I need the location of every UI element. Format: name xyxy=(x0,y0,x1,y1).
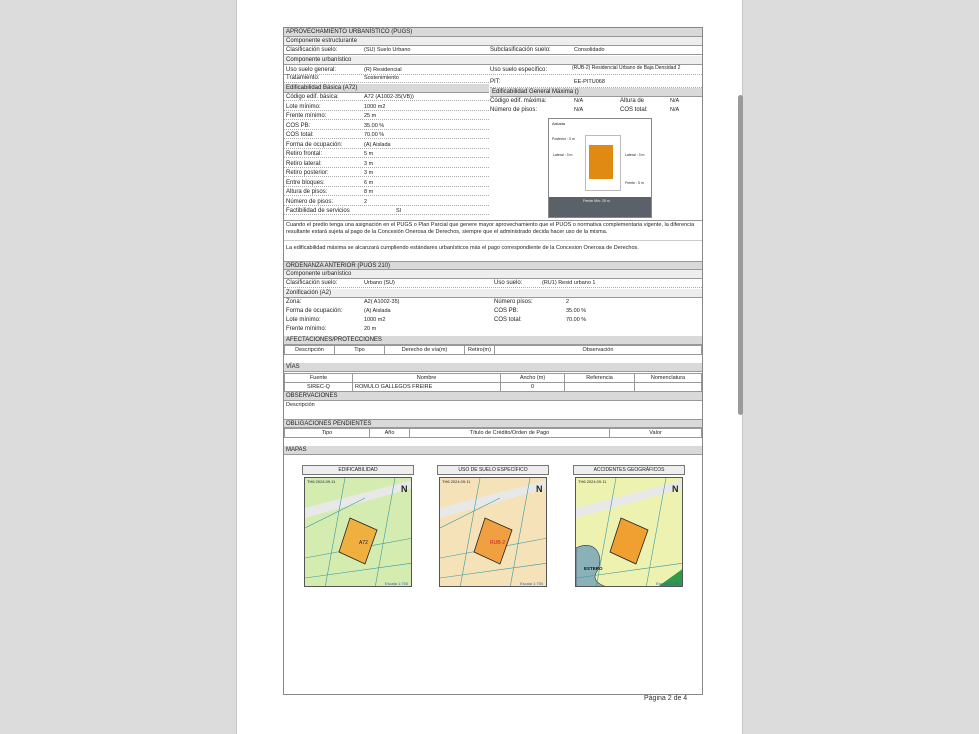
label: Forma de ocupación: xyxy=(286,308,343,314)
cell-fuente: SIREC-Q xyxy=(285,383,353,392)
value: 8 m xyxy=(364,189,374,195)
value: 20 m xyxy=(364,326,377,332)
row-tratamiento xyxy=(284,75,489,83)
diagram-posterior: Posterior : 3 m xyxy=(552,137,575,141)
value: 5 m xyxy=(364,151,374,157)
value: A72 (A1002-35(VB)) xyxy=(364,94,414,100)
value: 2 xyxy=(364,198,368,205)
label: Altura de xyxy=(620,98,645,104)
cell-referencia xyxy=(565,383,635,392)
value: (A) Aislada xyxy=(364,308,391,314)
label: Código edif. máxima: xyxy=(490,98,547,104)
value: 2 xyxy=(566,299,570,305)
section-title-mapas: MAPAS xyxy=(284,446,702,455)
label: COS total: xyxy=(494,317,522,323)
value: (SU) Suelo Urbano xyxy=(364,47,411,53)
map-accidentes xyxy=(573,465,685,589)
label: Retiro posterior: xyxy=(286,170,329,176)
cell-ancho: 0 xyxy=(501,383,565,392)
maxima-grid xyxy=(490,97,702,117)
map-scale: Escala 1:750 xyxy=(385,581,409,586)
section-title-ordenanza: ORDENANZA ANTERIOR (PUOS 210) xyxy=(284,261,702,270)
basica-row xyxy=(284,198,489,206)
lot-diagram xyxy=(548,118,652,218)
subheader-edificabilidad-basica: Edificabilidad Básica (A72) xyxy=(284,84,489,93)
zonificacion-grid xyxy=(284,298,702,334)
diagram-lateral-right: Lateral : 3 m xyxy=(625,153,645,157)
map-label: RUB-2 xyxy=(490,540,506,546)
label: Lote mínimo: xyxy=(286,103,321,110)
value: 70.00 % xyxy=(364,132,385,138)
note-edificabilidad-maxima: La edificabilidad máxima se alcanzará cumpliendo estándares urbanísticos más el pago correspondiente de la Concesion Onerosa de Derechos. xyxy=(286,245,639,251)
building-footprint xyxy=(589,145,613,179)
map-label: ESTERO xyxy=(584,566,603,571)
value: 70.00 % xyxy=(566,317,587,323)
subheader-urbanistico: Componente urbanístico xyxy=(284,56,702,65)
value: Sostenimiento xyxy=(364,75,399,81)
col-valor: Valor xyxy=(610,429,702,438)
cell-nomenclatura xyxy=(635,383,702,392)
col-observacion: Observación xyxy=(495,346,702,355)
note-concesion: Cuando el predio tenga una asignación en el PUGS o Plan Parcial que genere mayor aprovechamiento que el PUOS o normativa complementaria vigente, la diferencia resultante estará sujeta al pago de la Concesión Onerosa de Derechos, siempre que el administrado decida hacer uso de la misma. xyxy=(286,222,695,235)
label: Clasificación suelo: xyxy=(286,280,338,286)
basica-row xyxy=(284,93,489,101)
value: A2( A1002-35) xyxy=(364,299,400,305)
notes-divider xyxy=(284,240,702,241)
col-fuente: Fuente xyxy=(285,374,353,383)
north-arrow-icon: N xyxy=(536,484,543,494)
value: (RUB-2) Residencial Urbano de Baja Densidad 2 xyxy=(572,65,681,71)
table-header-row xyxy=(285,429,702,438)
table-row xyxy=(285,383,702,392)
afectaciones-table xyxy=(284,345,702,355)
basica-row xyxy=(284,150,489,158)
section-title-vias: VÍAS xyxy=(284,363,702,372)
row-uso xyxy=(284,65,702,75)
col-ancho: Ancho (m) xyxy=(501,374,565,383)
section-title-obligaciones: OBLIGACIONES PENDIENTES xyxy=(284,419,702,428)
diagram-frente: Frente : 5 m xyxy=(625,181,644,185)
label: Subclasificación suelo: xyxy=(490,47,551,53)
value: 6 m xyxy=(364,179,374,186)
basica-row xyxy=(284,131,489,139)
value: (R) Residencial xyxy=(364,67,402,73)
label: COS PB: xyxy=(286,122,311,129)
map-image xyxy=(439,477,547,587)
label: Frente mínimo: xyxy=(286,326,327,332)
map-date: TH6 2024.09.11 xyxy=(307,479,336,484)
value: 1000 m2 xyxy=(364,103,386,110)
map-edificabilidad xyxy=(302,465,414,589)
label: Número pisos: xyxy=(494,299,533,305)
subheader-edificabilidad-maxima: Edificabilidad General Máxima () xyxy=(490,88,702,97)
label: Código edif. básica: xyxy=(286,94,339,100)
report-document xyxy=(283,27,703,695)
vias-table xyxy=(284,373,702,392)
basica-row xyxy=(284,112,489,120)
value: (A) Aislada xyxy=(364,141,391,148)
col-referencia: Referencia xyxy=(565,374,635,383)
diagram-frente-min: Frente Mín: 25 m xyxy=(583,199,610,203)
label: Forma de ocupación: xyxy=(286,141,343,148)
map-title: ACCIDENTES GEOGRÁFICOS xyxy=(573,465,685,475)
map-date: TH6 2024.09.11 xyxy=(578,479,607,484)
diagram-lateral-left: Lateral : 3 m xyxy=(553,153,573,157)
label: Uso suelo específico: xyxy=(490,67,548,73)
subheader-componente: Componente urbanístico xyxy=(284,270,702,279)
subheader-estructurante: Componente estructurante xyxy=(284,37,702,46)
north-arrow-icon: N xyxy=(401,484,408,494)
section-title-observaciones: OBSERVACIONES xyxy=(284,392,702,401)
basica-row xyxy=(284,103,489,111)
value: N/A xyxy=(670,98,680,104)
label: Frente mínimo: xyxy=(286,113,327,119)
diagram-title: Aislada xyxy=(552,121,566,126)
label: PIT: xyxy=(490,79,501,85)
col-descripcion: Descripción xyxy=(285,346,335,355)
value: N/A xyxy=(574,98,584,104)
row-clas-uso xyxy=(284,279,702,288)
map-label: A72 xyxy=(359,540,368,546)
label: Clasificación suelo: xyxy=(286,47,338,53)
label: Uso suelo: xyxy=(494,280,523,286)
label: COS total: xyxy=(620,107,648,113)
value: (RU1) Resid urbano 1 xyxy=(542,280,596,286)
section-title-aprovechamiento: APROVECHAMIENTO URBANÍSTICO (PUGS) xyxy=(284,28,702,37)
map-graphic xyxy=(576,478,683,587)
value: 25 m xyxy=(364,113,377,119)
label: Entre bloques: xyxy=(286,179,325,186)
value: Urbano (SU) xyxy=(364,280,395,286)
basica-row xyxy=(284,169,489,177)
label: Número de pisos: xyxy=(490,107,538,113)
map-image xyxy=(575,477,683,587)
label: COS PB: xyxy=(494,308,519,314)
street-band xyxy=(549,197,651,217)
map-scale: Escala 1:750 xyxy=(656,581,680,586)
value: EE-PITU068 xyxy=(574,79,605,85)
section-title-afectaciones: AFECTACIONES/PROTECCIONES xyxy=(284,336,702,345)
col-nombre: Nombre xyxy=(353,374,501,383)
value: 3 m xyxy=(364,160,374,167)
label: Número de pisos: xyxy=(286,198,334,205)
value: N/A xyxy=(670,107,680,113)
label: Uso suelo general: xyxy=(286,67,337,73)
map-image xyxy=(304,477,412,587)
map-title: USO DE SUELO ESPECÍFICO xyxy=(437,465,549,475)
value: 1000 m2 xyxy=(364,317,386,323)
col-tipo: Tipo xyxy=(335,346,385,355)
value: Consolidado xyxy=(574,47,605,53)
label: Retiro lateral: xyxy=(286,160,322,167)
col-titulo: Título de Crédito/Orden de Pago xyxy=(410,429,610,438)
north-arrow-icon: N xyxy=(672,484,679,494)
basica-row xyxy=(284,188,489,196)
value: 35.00 % xyxy=(566,308,587,314)
cell-nombre: ROMULO GALLEGOS FREIRE xyxy=(353,383,501,392)
basica-row xyxy=(284,141,489,149)
map-scale: Escala 1:750 xyxy=(520,581,544,586)
basica-row xyxy=(284,122,489,130)
table-header-row xyxy=(285,346,702,355)
notes-top-border xyxy=(284,220,702,221)
label: Altura de pisos: xyxy=(286,189,328,195)
label: Tratamiento: xyxy=(286,75,320,81)
value: N/A xyxy=(574,107,584,113)
vertical-scrollbar[interactable] xyxy=(738,95,743,415)
col-derecho-via: Derecho de vía(m) xyxy=(385,346,465,355)
col-tipo: Tipo xyxy=(285,429,370,438)
table-header-row xyxy=(285,374,702,383)
row-clasificacion xyxy=(284,46,702,55)
row-pit xyxy=(490,79,702,88)
col-retiro: Retiro(m) xyxy=(465,346,495,355)
map-graphic xyxy=(305,478,412,587)
subheader-zonificacion: Zonificación (A2) xyxy=(284,289,702,298)
label: Zona: xyxy=(286,299,302,305)
basica-row xyxy=(284,160,489,168)
value: SI xyxy=(396,208,402,214)
value: 35.00 % xyxy=(364,122,385,129)
basica-row xyxy=(284,179,489,187)
map-uso-suelo xyxy=(437,465,549,589)
label: Factibilidad de servicios xyxy=(286,208,350,214)
value: 3 m xyxy=(364,170,374,176)
map-title: EDIFICABILIDAD xyxy=(302,465,414,475)
col-nomenclatura: Nomenclatura xyxy=(635,374,702,383)
basica-row xyxy=(284,207,489,215)
obligaciones-table xyxy=(284,428,702,438)
map-date: TH6 2024.09.11 xyxy=(442,479,471,484)
page-number: Página 2 de 4 xyxy=(644,695,688,702)
observaciones-descripcion: Descripción xyxy=(286,402,315,408)
map-graphic xyxy=(440,478,547,587)
col-anio: Año xyxy=(370,429,410,438)
label: Lote mínimo: xyxy=(286,317,321,323)
label: Retiro frontal: xyxy=(286,151,323,157)
label: COS total: xyxy=(286,132,314,138)
